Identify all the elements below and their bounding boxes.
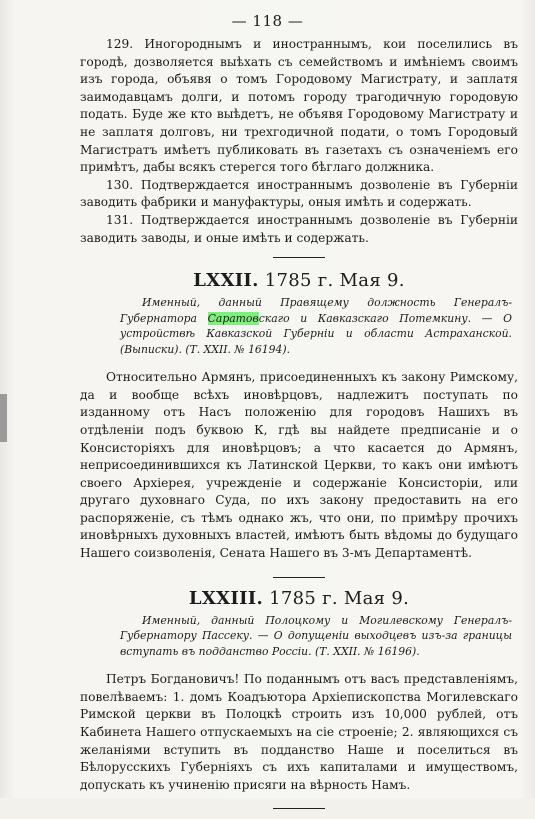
section-divider <box>273 257 325 258</box>
section-divider <box>273 808 325 809</box>
paragraph-130: 130. Подтверждается иностраннымъ дозволеніе въ Губерніи заводить фабрики и мануфактуры, оныя имѣть и содержать. <box>80 177 518 210</box>
decree-summary-72: Именный, данный Правящему должность Генералъ-Губернатора Саратовскаго и Кавказскаго Потемкину. — О устройствѣ Кавказской Губерніи и области Астраханской. (Выписки). (Т. XXII. № 16194). <box>120 296 513 356</box>
highlighted-word: Саратов <box>207 311 259 325</box>
decree-number: LXXIII. <box>188 587 264 609</box>
decree-date: 1785 г. Мая 9. <box>264 270 405 292</box>
scan-edge-mark <box>0 394 7 442</box>
decree-heading-72 <box>80 270 518 291</box>
decree-body-73: Петръ Богдановичъ! По поданнымъ отъ васъ представленіямъ, повелѣваемъ: 1. домъ Коадъютора Архіепископства Могилевскаго Римской церкви въ Полоцкѣ строить изъ 10,000 рублей, отъ Кабинета Нашего отпускаемыхъ на сіе строеніе; 2. являющихся съ желаніями вступить въ подданство Наше и поселиться въ Бѣлорусскихъ Губерніяхъ съ ихъ капиталами и имуществомъ, допускать къ учиненію присяги на вѣрность Намъ. <box>80 672 518 792</box>
decree-summary-73: Именный, данный Полоцкому и Могилевскому Генералъ-Губернатору Пассеку. — О допущеніи выходцевъ изъ-за границы вступать въ подданство Россіи. (Т. XXII. № 16196). <box>120 613 512 658</box>
decree-number: LXXII. <box>193 270 259 292</box>
paragraph-131: 131. Подтверждается иностраннымъ дозволеніе въ Губерніи заводить заводы, и оные имѣть и содержать. <box>80 212 518 245</box>
decree-date: 1785 г. Мая 9. <box>269 587 410 609</box>
page-content <box>80 36 518 819</box>
page-number: — 118 — <box>231 12 304 30</box>
decree-body-72: Относительно Армянъ, присоединенныхъ къ закону Римскому, да и вообще всѣхъ иновѣрцовъ, надлежитъ поступать по изданному отъ Насъ положенію для городовъ Нашихъ въ отдѣленіи подъ буквою К, гдѣ вы найдете предписаніе и о Консисторіяхъ для иновѣрцовъ; а что касается до Армянъ, неприсоединившихся къ Латинской Церкви, то какъ они имѣютъ своего Архіерея, учрежденіе и содержаніе Консисторіи, или другаго духовнаго Суда, по ихъ закону предоставить на его распоряженіе, съ тѣмъ однако жъ, что они, по примѣру прочихъ иновѣрныхъ духовныхъ властей, имѣютъ быть вѣдомы до будущаго Нашего соизволенія, Сената Нашего въ 3-мъ Департаментѣ. <box>80 370 518 561</box>
section-divider <box>273 577 325 578</box>
paragraph-129: 129. Иногороднымъ и иностраннымъ, кои поселились въ городѣ, дозволяется выѣхать съ семействомъ и имѣніемъ своимъ изъ города, объявя о томъ Городовому Магистрату, и заплатя заимодавцамъ долги, и потомъ городу трагодичную городовую подать. Буде же кто выѣдетъ, не объявя Городовому Магистрату и не заплатя долговъ, ни трехгодичной подати, о томъ Городовый Магистратъ имѣетъ публиковать въ газетахъ съ означеніемъ его примѣтъ, дабы всякъ стерегся того бѣглаго должника. <box>80 37 518 175</box>
decree-heading-73 <box>80 588 518 609</box>
